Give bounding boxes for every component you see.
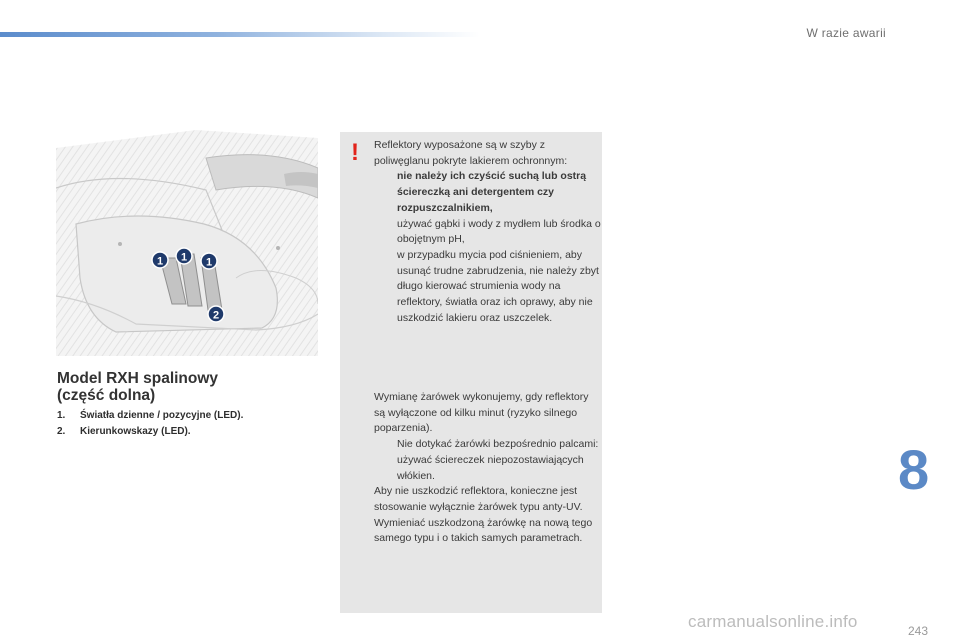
warning-bullet bbox=[374, 217, 602, 248]
chapter-number: 8 bbox=[898, 438, 930, 501]
warning-bullet-text: nie należy ich czyścić suchą lub ostrą ściereczką ani detergentem czy rozpuszczalnikiem, bbox=[397, 170, 587, 214]
bullet-arrow-icon bbox=[374, 248, 397, 327]
section-title bbox=[57, 370, 307, 404]
callout-2 bbox=[208, 306, 224, 322]
warning-paragraph: Wymieniać uszkodzoną żarówkę na nową tego samego typu i o takich samych parametrach. bbox=[374, 516, 593, 545]
warning-bullet-text: Nie dotykać żarówki bezpośrednio palcami: używać ściereczek niepozostawiających włókien. bbox=[397, 438, 599, 482]
bullet-arrow-icon bbox=[374, 169, 397, 216]
warning-exclamation-icon: ! bbox=[351, 139, 359, 166]
svg-text:1: 1 bbox=[205, 256, 213, 269]
bullet-arrow-icon bbox=[374, 217, 397, 248]
section-title-line1: Model RXH spalinowy bbox=[57, 370, 219, 387]
legend-number: 1. bbox=[57, 410, 66, 421]
legend-text: Kierunkowskazy (LED). bbox=[80, 426, 191, 437]
callout-1b bbox=[176, 248, 192, 264]
warning-bullet bbox=[374, 169, 602, 216]
legend bbox=[57, 408, 317, 440]
svg-text:2: 2 bbox=[212, 309, 220, 322]
warning-block-bulb-replacement bbox=[374, 390, 602, 547]
warning-intro: Wymianę żarówek wykonujemy, gdy reflektory są wyłączone od kilku minut (ryzyko silnego poparzenia). bbox=[374, 391, 589, 435]
legend-item bbox=[57, 408, 317, 424]
warning-bullet-text: używać gąbki i wody z mydłem lub środka o obojętnym pH, bbox=[397, 217, 601, 246]
warning-bullet bbox=[374, 248, 602, 327]
watermark: carmanualsonline.info bbox=[688, 612, 858, 631]
warning-bullet-text: w przypadku mycia pod ciśnieniem, aby usunąć trudne zabrudzenia, nie należy zbyt długo kierować strumienia wody na reflektory, światła oraz ich oprawy, aby nie uszkodzić lakieru oraz uszczelek. bbox=[397, 248, 599, 324]
legend-number: 2. bbox=[57, 426, 66, 437]
page-number: 243 bbox=[908, 624, 929, 638]
legend-text: Światła dzienne / pozycyjne (LED). bbox=[80, 410, 244, 421]
warning-paragraph: Aby nie uszkodzić reflektora, konieczne jest stosowanie wyłącznie żarówek typu anty-UV. bbox=[374, 485, 583, 513]
svg-text:1: 1 bbox=[180, 251, 188, 264]
section-title-line2: (część dolna) bbox=[57, 387, 156, 404]
callout-1c bbox=[201, 253, 217, 269]
chapter-title: W razie awarii bbox=[806, 26, 886, 40]
bullet-arrow-icon bbox=[374, 437, 397, 484]
warning-intro: Reflektory wyposażone są w szyby z poliwęglanu pokryte lakierem ochronnym: bbox=[374, 139, 568, 167]
legend-item bbox=[57, 424, 317, 440]
headlamp-illustration bbox=[56, 128, 318, 356]
warning-block-headlamp-care bbox=[374, 138, 602, 326]
callout-1a bbox=[152, 252, 168, 268]
svg-text:1: 1 bbox=[156, 255, 164, 268]
header-accent-bar bbox=[0, 32, 480, 37]
warning-bullet bbox=[374, 437, 602, 484]
